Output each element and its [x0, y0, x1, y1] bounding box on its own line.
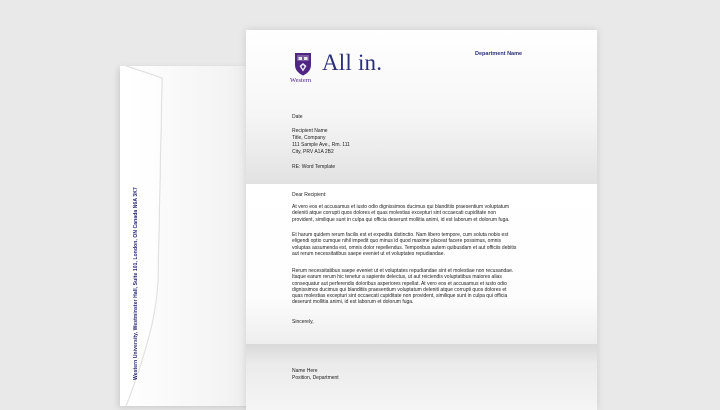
- paragraph-line: deleniti atque corrupti quos dolores et quas molestias excepturi sint occaecati cupiditate non: [292, 210, 497, 217]
- western-shield-icon: [294, 52, 312, 76]
- recipient-title: Title, Company: [292, 135, 326, 141]
- paragraph-line: deserunt mollitia animi, id est laborum et dolorum fuga.: [292, 299, 414, 306]
- paragraph-line: eligendi optio cumque nihil impedit quo minus id quod maxime placeat facere possimus, omnis: [292, 238, 501, 245]
- signature-position: Position, Department: [292, 375, 339, 381]
- recipient-street: 111 Sample Ave., Rm. 111: [292, 142, 350, 148]
- recipient-city: City, PRV A1A 2B2: [292, 149, 334, 155]
- letter-sheet: [246, 30, 597, 410]
- paragraph-line: Et harum quidem rerum facilis est et expedita distinctio. Nam libero tempore, cum soluta nobis est: [292, 232, 509, 238]
- paragraph-line: Rerum necessitatibus saepe eveniet ut et voluptates repudiandae sint et molestiae non recusandae.: [292, 268, 514, 274]
- paragraph-line: aut rerum necessitatibus saepe eveniet ut et voluptates repudiandae.: [292, 250, 445, 257]
- salutation: Dear Recipient:: [292, 192, 327, 198]
- body-paragraph-3: [292, 268, 557, 306]
- paragraph-line: provident, similique sunt in culpa qui officia deserunt mollitia animi, id est laborum et dolorum fuga.: [292, 216, 510, 223]
- closing: Sincerely,: [292, 319, 314, 325]
- envelope-return-address: Western University, Westminster Hall, Suite 101, London, ON Canada N6A 3K7: [133, 187, 139, 380]
- paragraph-line: voluptas assumenda est, omnis dolor repellendus. Temporibus autem quibusdam et aut officiis debitis: [292, 244, 517, 251]
- paragraph-line: Itaque earum rerum hic tenetur a sapiente delectus, ut aut reiciendis voluptatibus maiores alias: [292, 274, 502, 281]
- letter-date: Date: [292, 114, 303, 120]
- letter-subject: RE: Word Template: [292, 164, 336, 170]
- western-wordmark: Western: [290, 77, 312, 84]
- department-name: Department Name: [475, 51, 523, 57]
- recipient-name: Recipient Name: [292, 128, 328, 134]
- paragraph-line: At vero eos et accusamus et iusto odio dignissimos ducimus qui blanditiis praesentium voluptatum: [292, 204, 510, 210]
- all-in-tagline: All in.: [322, 50, 383, 75]
- signature-name: Name Here: [292, 368, 318, 374]
- paragraph-line: quas molestias excepturi sint occaecati cupiditate non provident, similique sunt in culpa qui officia: [292, 293, 508, 300]
- paragraph-line: consequatur aut perferendis doloribus asperiores repellat. At vero eos et accusamus et iusto odio: [292, 280, 507, 287]
- body-paragraph-2: [292, 232, 557, 257]
- body-paragraph-1: [292, 204, 557, 223]
- paragraph-line: dignissimos ducimus qui blanditiis praesentium voluptatum deleniti atque corrupti quos dolores et: [292, 286, 507, 293]
